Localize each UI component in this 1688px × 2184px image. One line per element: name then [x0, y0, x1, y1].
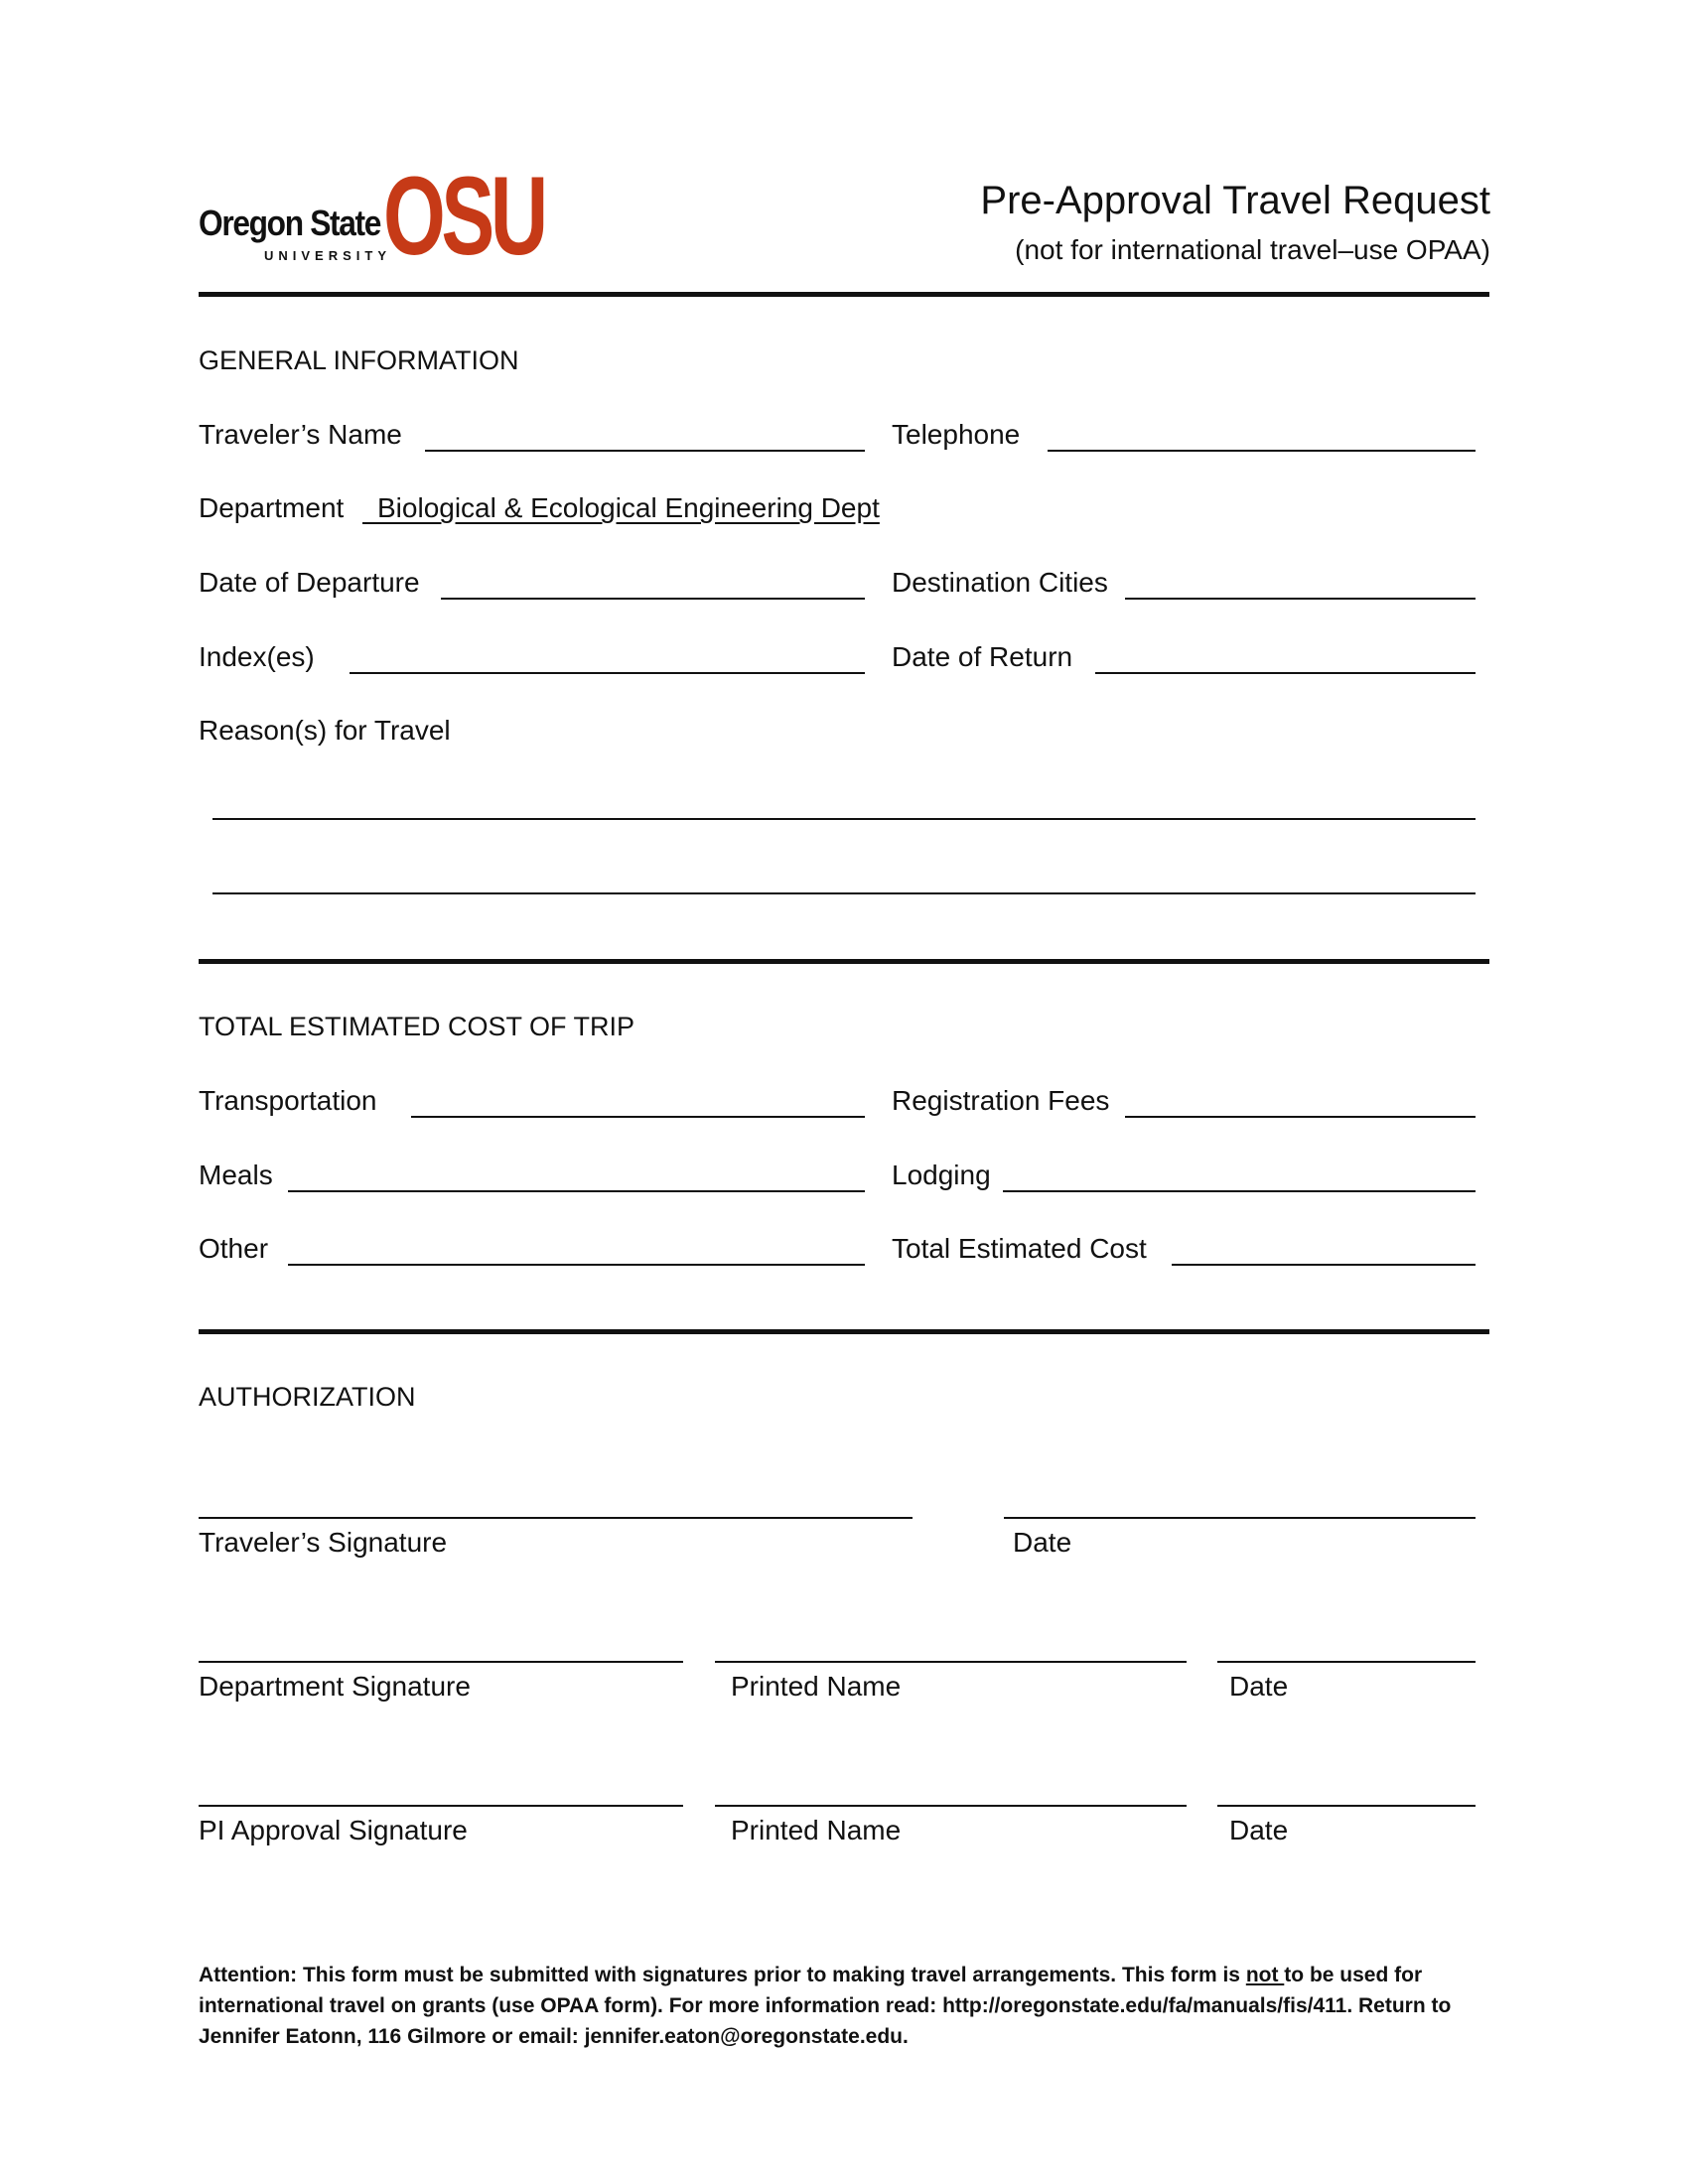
department-signature-field[interactable] [199, 1661, 683, 1663]
lodging-field[interactable] [1003, 1190, 1476, 1192]
attention-note-part-2: to be used for international travel on grants (use OPAA form). For more information read: http://oregonstate.edu/fa/manuals/fis/411. Return to Jennifer Eatonn, 116 Gilmore or email: jennifer.eaton@oregonstate.edu. [199, 1964, 1452, 2048]
reasons-line-1[interactable] [212, 818, 1476, 820]
pi-date-label: Date [1229, 1815, 1289, 1845]
date-of-departure-label: Date of Departure [199, 567, 420, 598]
general-section-divider [199, 959, 1489, 964]
department-signature-label: Department Signature [199, 1671, 471, 1702]
total-estimated-cost-field[interactable] [1172, 1264, 1476, 1266]
registration-fees-field[interactable] [1125, 1116, 1476, 1118]
date-of-departure-field[interactable] [441, 598, 865, 600]
department-field[interactable]: Biological & Ecological Engineering Dept [377, 492, 880, 523]
pi-approval-signature-field[interactable] [199, 1805, 683, 1807]
indexes-label: Index(es) [199, 641, 315, 672]
cost-section-divider [199, 1329, 1489, 1334]
travelers-signature-field[interactable] [199, 1517, 913, 1519]
department-field-lead [362, 522, 377, 524]
total-estimated-cost-label: Total Estimated Cost [892, 1233, 1147, 1264]
reasons-for-travel-label: Reason(s) for Travel [199, 715, 451, 746]
transportation-label: Transportation [199, 1085, 377, 1116]
indexes-field[interactable] [350, 672, 865, 674]
lodging-label: Lodging [892, 1160, 991, 1190]
traveler-date-label: Date [1013, 1527, 1072, 1558]
logo-oregon-state-text: Oregon State [199, 203, 381, 243]
attention-note-not: not [1245, 1964, 1285, 1986]
other-label: Other [199, 1233, 269, 1264]
destination-cities-label: Destination Cities [892, 567, 1108, 598]
traveler-date-field[interactable] [1004, 1517, 1476, 1519]
department-printed-name-label: Printed Name [731, 1671, 902, 1702]
travelers-signature-label: Traveler’s Signature [199, 1527, 448, 1558]
osu-logo [199, 154, 544, 280]
logo-osu-mark: OSU [383, 154, 544, 278]
attention-note-part-1: Attention: This form must be submitted with signatures prior to making travel arrangements. This form is [199, 1964, 1246, 1986]
other-field[interactable] [288, 1264, 865, 1266]
registration-fees-label: Registration Fees [892, 1085, 1110, 1116]
form-title: Pre-Approval Travel Request [980, 179, 1490, 222]
transportation-field[interactable] [411, 1116, 865, 1118]
department-label: Department [199, 492, 345, 523]
total-estimated-cost-heading: TOTAL ESTIMATED COST OF TRIP [199, 1012, 635, 1041]
attention-note [199, 1960, 1499, 2052]
header-divider [199, 292, 1489, 297]
pi-printed-name-field[interactable] [715, 1805, 1187, 1807]
meals-field[interactable] [288, 1190, 865, 1192]
date-of-return-label: Date of Return [892, 641, 1073, 672]
department-date-field[interactable] [1217, 1661, 1476, 1663]
date-of-return-field[interactable] [1095, 672, 1476, 674]
department-date-label: Date [1229, 1671, 1289, 1702]
meals-label: Meals [199, 1160, 273, 1190]
form-subtitle: (not for international travel–use OPAA) [1015, 234, 1490, 265]
pi-date-field[interactable] [1217, 1805, 1476, 1807]
travelers-name-field[interactable] [425, 450, 865, 452]
reasons-line-2[interactable] [212, 892, 1476, 894]
telephone-field[interactable] [1048, 450, 1476, 452]
authorization-heading: AUTHORIZATION [199, 1382, 416, 1412]
pi-approval-signature-label: PI Approval Signature [199, 1815, 468, 1845]
destination-cities-field[interactable] [1125, 598, 1476, 600]
general-information-heading: GENERAL INFORMATION [199, 345, 519, 375]
department-printed-name-field[interactable] [715, 1661, 1187, 1663]
logo-university-text: UNIVERSITY [264, 248, 392, 263]
telephone-label: Telephone [892, 419, 1021, 450]
travelers-name-label: Traveler’s Name [199, 419, 402, 450]
pi-printed-name-label: Printed Name [731, 1815, 902, 1845]
